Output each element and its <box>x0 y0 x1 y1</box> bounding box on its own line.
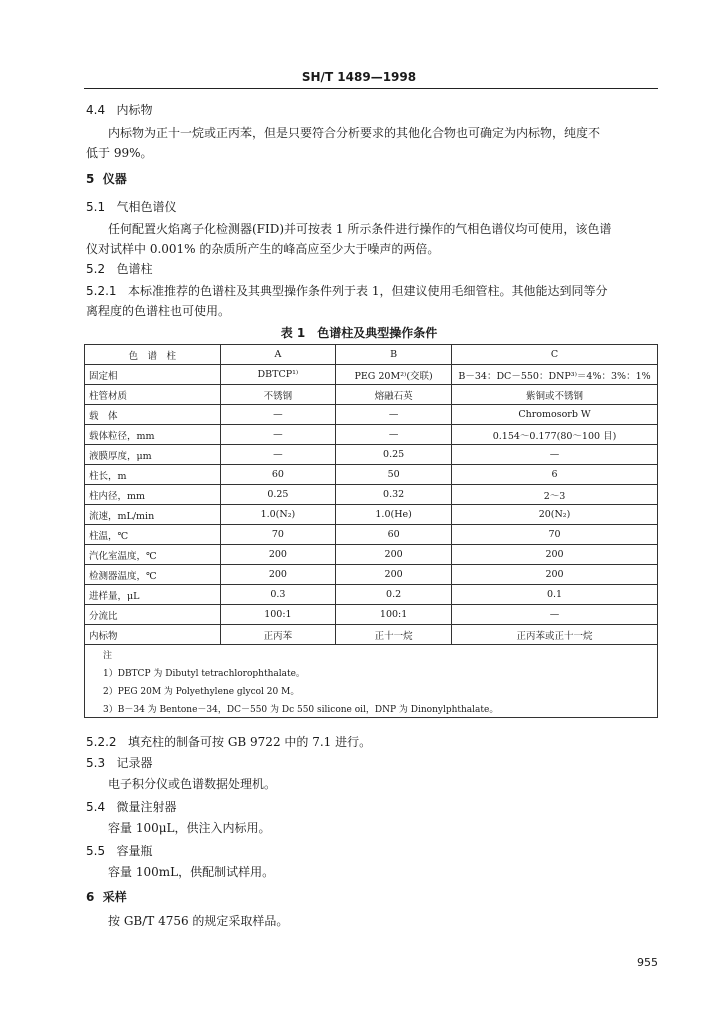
header-cell: A <box>220 345 336 365</box>
row-label-cell: 进样量，μL <box>85 585 221 605</box>
table-cell: 0.1 <box>452 585 658 605</box>
table-cell: 0.2 <box>336 585 452 605</box>
row-label-cell: 内标物 <box>85 625 221 645</box>
table-cell: 60 <box>336 525 452 545</box>
row-label-cell: 汽化室温度，℃ <box>85 545 221 565</box>
table-cell: 70 <box>220 525 336 545</box>
paragraph: 内标物为正十一烷或正丙苯，但是只要符合分析要求的其他化合物也可确定为内标物，纯度不 <box>108 126 601 140</box>
table-row <box>85 605 658 625</box>
paragraph: 低于 99%。 <box>86 146 153 160</box>
heading-5: 5 仪器 <box>86 172 127 186</box>
table-cell: 200 <box>220 545 336 565</box>
table-cell: 0.25 <box>336 445 452 465</box>
heading-5-5: 5.5 容量瓶 <box>86 844 153 858</box>
table-row <box>85 425 658 445</box>
table-caption: 表 1 色谱柱及典型操作条件 <box>280 326 438 340</box>
table-cell: 70 <box>452 525 658 545</box>
paragraph: 按 GB/T 4756 的规定采取样品。 <box>108 914 289 928</box>
row-label-cell: 流速，mL/min <box>85 505 221 525</box>
table-cell: — <box>220 425 336 445</box>
document-header: SH/T 1489—1998 <box>301 70 417 84</box>
table-cell: 1.0(He) <box>336 505 452 525</box>
table-cell: 200 <box>336 545 452 565</box>
table-row <box>85 445 658 465</box>
row-label-cell: 柱管材质 <box>85 385 221 405</box>
table-cell: — <box>220 445 336 465</box>
header-cell: 色 谱 柱 <box>85 345 221 365</box>
table-row <box>85 525 658 545</box>
table-cell: DBTCP¹⁾ <box>220 365 336 385</box>
table-notes <box>84 642 658 718</box>
table-cell: Chromosorb W <box>452 405 658 425</box>
row-label-cell: 载 体 <box>85 405 221 425</box>
table-cell: 200 <box>452 545 658 565</box>
heading-5-2: 5.2 色谱柱 <box>86 262 153 276</box>
table-cell: 正十一烷 <box>336 625 452 645</box>
heading-5-1: 5.1 气相色谱仪 <box>86 200 177 214</box>
row-label-cell: 检测器温度，℃ <box>85 565 221 585</box>
row-label-cell: 液膜厚度，μm <box>85 445 221 465</box>
table-cell: 200 <box>336 565 452 585</box>
table-cell: PEG 20M²⁾(交联) <box>336 365 452 385</box>
paragraph: 任何配置火焰离子化检测器(FID)并可按表 1 所示条件进行操作的气相色谱仪均可使用，该色谱 <box>108 222 612 236</box>
paragraph: 仪对试样中 0.001% 的杂质所产生的峰高应至少大于噪声的两倍。 <box>86 242 440 256</box>
row-label-cell: 载体粒径，mm <box>85 425 221 445</box>
table-cell: 紫铜或不锈钢 <box>452 385 658 405</box>
table-cell: 1.0(N₂) <box>220 505 336 525</box>
paragraph: 电子积分仪或色谱数据处理机。 <box>108 777 277 791</box>
table-body <box>85 345 658 645</box>
row-label-cell: 柱温，℃ <box>85 525 221 545</box>
table-cell: — <box>336 405 452 425</box>
paragraph: 离程度的色谱柱也可使用。 <box>86 304 231 318</box>
table-cell: 20(N₂) <box>452 505 658 525</box>
table-cell: 60 <box>220 465 336 485</box>
table-header-row <box>85 345 658 365</box>
table-cell: 200 <box>220 565 336 585</box>
header-cell: B <box>336 345 452 365</box>
table-row <box>85 565 658 585</box>
row-label-cell: 固定相 <box>85 365 221 385</box>
header-rule <box>84 88 658 89</box>
table-cell: 正丙苯 <box>220 625 336 645</box>
table-cell: 0.25 <box>220 485 336 505</box>
table-cell: — <box>220 405 336 425</box>
table-cell: — <box>452 605 658 625</box>
table-cell: 熔融石英 <box>336 385 452 405</box>
table-cell: 2～3 <box>452 485 658 505</box>
notes-title: 注 <box>103 651 113 661</box>
table-cell: 200 <box>452 565 658 585</box>
table-cell: — <box>452 445 658 465</box>
table-row <box>85 505 658 525</box>
note-item: 3）B－34 为 Bentone－34，DC－550 为 Dc 550 silicone oil，DNP 为 Dinonylphthalate。 <box>103 705 499 715</box>
paragraph: 容量 100μL，供注入内标用。 <box>108 821 271 835</box>
heading-6: 6 采样 <box>86 890 127 904</box>
table-cell: 正丙苯或正十一烷 <box>452 625 658 645</box>
table-cell: 50 <box>336 465 452 485</box>
row-label-cell: 柱长，m <box>85 465 221 485</box>
paragraph: 容量 100mL，供配制试样用。 <box>108 865 275 879</box>
page-number: 955 <box>637 956 658 969</box>
table-row <box>85 465 658 485</box>
paragraph-5-2-2: 5.2.2 填充柱的制备可按 GB 9722 中的 7.1 进行。 <box>86 735 372 749</box>
paragraph-5-2-1: 5.2.1 本标准推荐的色谱柱及其典型操作条件列于表 1，但建议使用毛细管柱。其他能达到同等分 <box>86 284 608 298</box>
table-cell: 0.32 <box>336 485 452 505</box>
heading-5-3: 5.3 记录器 <box>86 756 153 770</box>
table-cell: 不锈钢 <box>220 385 336 405</box>
table-cell: 100:1 <box>220 605 336 625</box>
table-row <box>85 585 658 605</box>
data-table <box>84 344 658 645</box>
table-row <box>85 545 658 565</box>
table-cell: 0.154～0.177(80～100 目) <box>452 425 658 445</box>
table-cell: — <box>336 425 452 445</box>
table-row <box>85 405 658 425</box>
row-label-cell: 柱内径，mm <box>85 485 221 505</box>
heading-4-4: 4.4 内标物 <box>86 103 153 117</box>
note-item: 2）PEG 20M 为 Polyethylene glycol 20 M。 <box>103 687 300 697</box>
table-cell: 100:1 <box>336 605 452 625</box>
table-cell: 6 <box>452 465 658 485</box>
note-item: 1）DBTCP 为 Dibutyl tetrachlorophthalate。 <box>103 669 305 679</box>
heading-5-4: 5.4 微量注射器 <box>86 800 177 814</box>
table-cell: B－34：DC－550：DNP³⁾＝4%：3%：1% <box>452 365 658 385</box>
table-row <box>85 485 658 505</box>
table-row <box>85 385 658 405</box>
table-row <box>85 365 658 385</box>
row-label-cell: 分流比 <box>85 605 221 625</box>
table-cell: 0.3 <box>220 585 336 605</box>
header-cell: C <box>452 345 658 365</box>
